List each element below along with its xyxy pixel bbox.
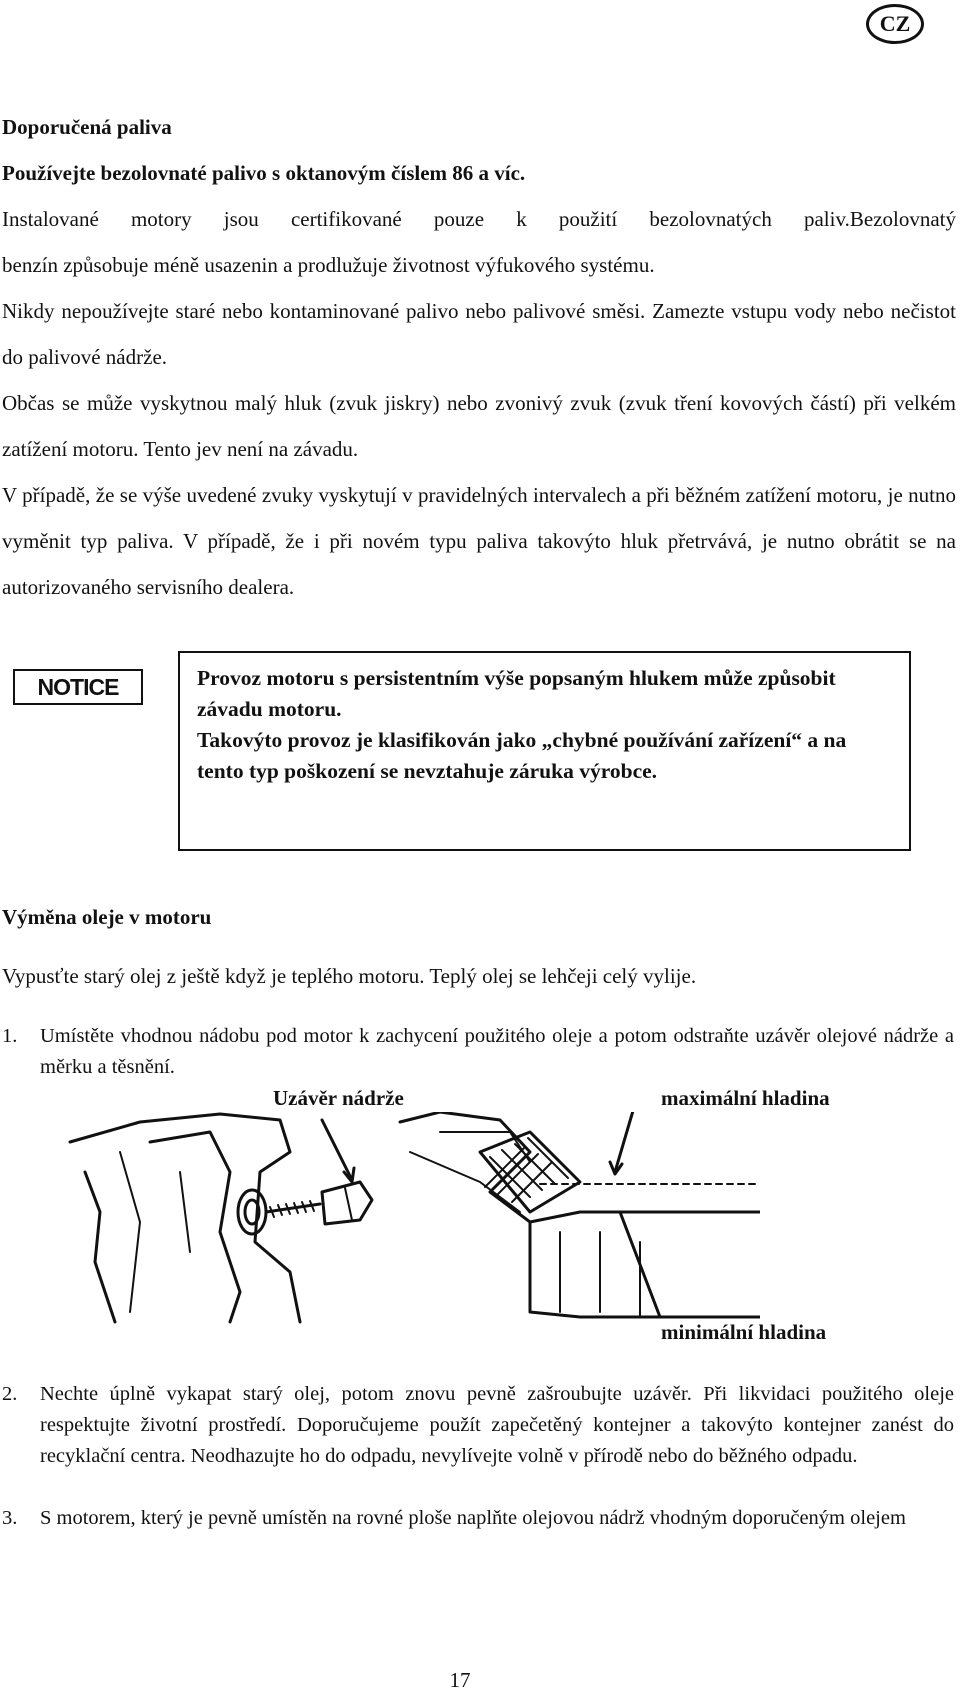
notice-box [178,651,911,851]
oil-drain-illustration [60,1112,760,1324]
label-oil-cap: Uzávěr nádrže [273,1086,404,1110]
label-max-level: maximální hladina [661,1086,830,1110]
step-number: 1. [2,1025,18,1047]
step-text: Nechte úplně vykapat starý olej, potom znovu pevně zašroubujte uzávěr. Při likvidaci použitého oleje respektujte životní prostředí. Doporučujeme použít zapečetěný kontejner a takovýto kontejner zanést do recyklační centra. Neodhazujte ho do odpadu, nevylívejte volně v přírodě nebo do běžného odpadu. [40,1383,954,1467]
step-number: 3. [2,1507,18,1529]
fuel-octane-statement: Používejte bezolovnaté palivo s oktanovým číslem 86 a víc. [2,161,526,185]
notice-tag: NOTICE [13,669,143,705]
section-heading-fuel: Doporučená paliva [2,115,172,139]
section-heading-oil: Výměna oleje v motoru [2,905,212,929]
fuel-paragraph-4: V případě, že se výše uvedené zvuky vyskytují v pravidelných intervalech a při běžném zatížení motoru, je nutno vyměnit typ paliva. V případě, že i při novém typu paliva takovýto hluk přetrvává, je nutno obrátit se na autorizovaného servisního dealera. [2,483,956,599]
notice-text-1: Provoz motoru s persistentním výše popsaným hlukem může způsobit závadu motoru. [197,666,836,721]
fuel-paragraph-3: Občas se může vyskytnou malý hluk (zvuk jiskry) nebo zvonivý zvuk (zvuk tření kovových částí) při velkém zatížení motoru. Tento jev není na závadu. [2,391,956,461]
step-number: 2. [2,1383,18,1405]
step-text: Umístěte vhodnou nádobu pod motor k zachycení použitého oleje a potom odstraňte uzávěr olejové nádrže a měrku a těsnění. [40,1025,954,1078]
fuel-paragraph-1-line-2: benzín způsobuje méně usazenin a prodlužuje životnost výfukového systému. [2,253,655,277]
step-text: S motorem, který je pevně umístěn na rovné ploše naplňte olejovou nádrž vhodným doporučeným olejem [40,1507,906,1529]
page-number: 17 [449,1668,471,1692]
oil-intro: Vypusťte starý olej z ještě když je teplého motoru. Teplý olej se lehčeji celý vylije. [2,964,697,988]
country-badge: CZ [866,4,924,44]
label-min-level: minimální hladina [661,1320,827,1344]
fuel-paragraph-2: Nikdy nepoužívejte staré nebo kontaminované palivo nebo palivové směsi. Zamezte vstupu vody nebo nečistot do palivové nádrže. [2,299,956,369]
notice-text-2: Takovýto provoz je klasifikován jako „chybné používání zařízení“ a na tento typ poškození se nevztahuje záruka výrobce. [197,728,847,783]
fuel-paragraph-1-line-1: Instalované motory jsou certifikované pouze k použití bezolovnatých paliv.Bezolovnatý [2,207,956,231]
